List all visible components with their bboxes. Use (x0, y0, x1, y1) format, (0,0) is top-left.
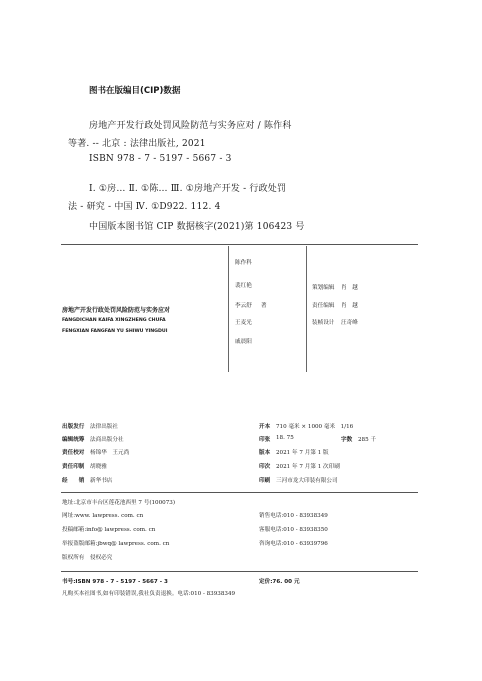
book-pinyin-1: FANGDICHAN KAIFA XINGZHENG CHUFA (62, 318, 166, 323)
edition-label: 版本 (259, 450, 271, 456)
footer-rule (61, 571, 418, 572)
cip-line-2: 等著. -- 北京 : 法律出版社, 2021 (68, 139, 206, 149)
author-role: 著 (261, 303, 267, 309)
report-email: 举报盗版邮箱:jbwq@ lawpress. com. cn (62, 541, 170, 547)
dept-value: 法商出版分社 (90, 437, 124, 443)
price: 定价:76. 00 元 (259, 579, 300, 585)
service-phone: 客服电话:010 - 83938350 (259, 527, 328, 533)
submission-email: 投稿邮箱:info@ lawpress. com. cn (62, 527, 156, 533)
duty-editor-label: 责任编辑 (312, 303, 335, 309)
format-value: 710 毫米 × 1000 毫米 1/16 (276, 424, 354, 430)
format-label: 开本 (259, 424, 271, 430)
designer-name: 汪奇峰 (341, 320, 358, 326)
top-rule (61, 244, 418, 245)
cip-line-6: 中国版本图书馆 CIP 数据核字(2021)第 106423 号 (89, 222, 305, 232)
author-2: 裴红艳 (235, 283, 252, 289)
planning-editor-label: 策划编辑 (312, 285, 335, 291)
sales-phone: 销售电话:010 - 83938349 (259, 513, 328, 519)
return-notice: 凡购买本社图书,如有印装错误,我社负责退换。电话:010 - 83938349 (62, 591, 236, 597)
website: 网址:www. lawpress. com. cn (62, 513, 144, 519)
book-title: 房地产开发行政处罚风险防范与实务应对 (62, 307, 171, 314)
divider-left (228, 246, 229, 372)
author-1: 陈作科 (235, 260, 252, 266)
contact-rule (61, 492, 418, 493)
sheets-label: 印张 (259, 437, 271, 443)
duty-editor-name: 肖 越 (341, 303, 358, 309)
divider-mid (306, 246, 307, 372)
print-manager-value: 胡晓雅 (90, 464, 107, 470)
book-pinyin-2: FENGXIAN FANGFAN YU SHIWU YINGDUI (62, 329, 168, 334)
dept-label: 编辑统筹 (62, 437, 85, 443)
consult-phone: 咨询电话:010 - 63939796 (259, 541, 328, 547)
printing-value: 2021 年 7 月第 1 次印刷 (276, 464, 340, 470)
printing-label: 印次 (259, 464, 271, 470)
cip-title: 图书在版编目(CIP)数据 (89, 86, 181, 96)
author-4: 王麦光 (235, 320, 252, 326)
edition-value: 2021 年 7 月第 1 版 (276, 450, 329, 456)
printer-value: 三河市龙大印装有限公司 (276, 478, 338, 484)
cip-line-4: Ⅰ. ①房… Ⅱ. ①陈… Ⅲ. ①房地产开发 - 行政处罚 (89, 184, 287, 194)
cip-line-3: ISBN 978 - 7 - 5197 - 5667 - 3 (89, 154, 232, 164)
designer-label: 装帧设计 (312, 320, 335, 326)
author-3: 李云舒 (235, 303, 252, 309)
sheets-value: 18. 75 (276, 435, 294, 441)
cip-line-1: 房地产开发行政处罚风险防范与实务应对 / 陈作科 (89, 121, 292, 131)
publisher-value: 法律出版社 (90, 424, 118, 430)
address: 地址:北京市丰台区莲花池西里 7 号(100073) (62, 500, 176, 506)
distributor-value: 新华书店 (90, 478, 113, 484)
words-label: 字数 (341, 437, 353, 443)
cip-line-5: 法 - 研究 - 中国 Ⅳ. ①D922. 112. 4 (68, 202, 221, 212)
isbn: 书号:ISBN 978 - 7 - 5197 - 5667 - 3 (62, 579, 168, 585)
proofreader-value: 杨锦华 王元尚 (90, 450, 130, 456)
author-5: 戚晨阳 (235, 339, 252, 345)
planning-editor-name: 肖 越 (341, 285, 358, 291)
proofreader-label: 责任校对 (62, 450, 85, 456)
print-manager-label: 责任印制 (62, 464, 85, 470)
rights-notice: 版权所有 侵权必究 (62, 555, 113, 561)
printer-label: 印刷 (259, 478, 271, 484)
words-value: 285 千 (358, 437, 377, 443)
publisher-label: 出版发行 (62, 424, 85, 430)
distributor-label: 经 销 (62, 478, 85, 484)
